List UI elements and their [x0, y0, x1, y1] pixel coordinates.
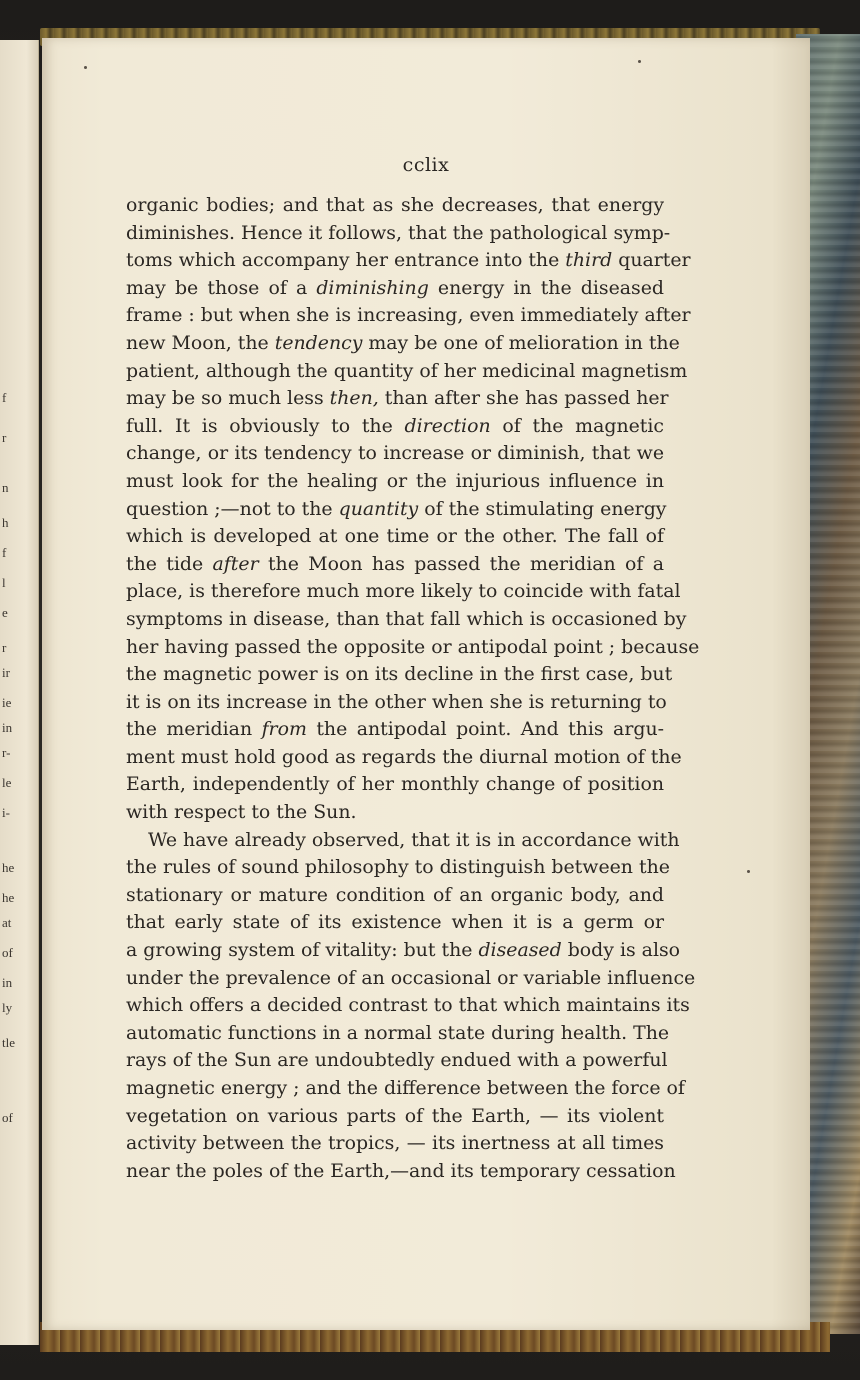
- facing-page-fragment: h: [2, 515, 9, 530]
- text-run: of the stimulating energy: [418, 497, 667, 520]
- facing-page-fragment: tle: [2, 1035, 15, 1050]
- text-line: [126, 744, 682, 772]
- text-line: [126, 1020, 670, 1048]
- text-run: stationary or mature condition of an organic body, and: [126, 883, 664, 906]
- text-run: which is developed at one time or the other. The fall of: [126, 525, 664, 548]
- text-line: [126, 965, 696, 993]
- text-run: organic bodies; and that as she decreases, that energy: [126, 194, 664, 216]
- text-run: Earth, independently of her monthly change of position: [126, 773, 664, 796]
- text-line: [126, 799, 664, 827]
- paragraph: [126, 192, 700, 827]
- text-line: [126, 330, 680, 358]
- page-speck: [84, 66, 87, 69]
- italic-word: after: [212, 552, 259, 575]
- text-run: automatic functions in a normal state during health. The: [126, 1021, 670, 1044]
- text-run: the rules of sound philosophy to distinguish between the: [126, 856, 670, 879]
- text-run: place, is therefore much more likely to coincide with fatal: [126, 580, 681, 603]
- text-run: the tide: [126, 552, 213, 575]
- text-run: a growing system of vitality: but the: [126, 939, 479, 962]
- facing-page-fragment: ir: [2, 665, 10, 680]
- facing-page-fragment: he: [2, 860, 15, 875]
- text-run: may be one of melioration in the: [362, 331, 680, 354]
- text-run: toms which accompany her entrance into the: [126, 249, 566, 272]
- text-line: [126, 578, 681, 606]
- text-run: that early state of its existence when it is a germ or: [126, 911, 664, 934]
- text-run: must look for the healing or the injurious influence in: [126, 469, 664, 492]
- text-run: symptoms in disease, than that fall which is occasioned by: [126, 607, 687, 630]
- text-run: the magnetic power is on its decline in the first case, but: [126, 663, 673, 686]
- text-line: [126, 1158, 676, 1186]
- text-run: activity between the tropics, — its inertness at all times: [126, 1132, 664, 1155]
- page-speck: [747, 870, 750, 873]
- italic-word: quantity: [338, 497, 419, 520]
- text-run: near the poles of the Earth,—and its temporary cessation: [126, 1159, 676, 1182]
- text-run: the Moon has passed the meridian of a: [258, 552, 664, 575]
- text-line: [126, 413, 664, 441]
- text-line: [126, 882, 664, 910]
- text-run: energy in the diseased: [428, 276, 664, 299]
- body-text: [126, 192, 700, 1185]
- text-line: [126, 275, 664, 303]
- italic-word: direction: [404, 414, 491, 437]
- facing-page-fragment: he: [2, 890, 15, 905]
- book-page: [42, 38, 810, 1330]
- text-run: the meridian: [126, 718, 262, 741]
- text-line: [126, 1075, 685, 1103]
- text-line: [126, 468, 664, 496]
- facing-page-fragment: f: [2, 390, 7, 405]
- facing-page-fragment: n: [2, 480, 9, 495]
- text-run: the antipodal point. And this argu-: [306, 718, 664, 741]
- page-speck: [638, 60, 641, 63]
- text-run: magnetic energy ; and the difference between the force of: [126, 1077, 685, 1099]
- text-line: [126, 523, 664, 551]
- facing-page-fragment: f: [2, 545, 7, 560]
- facing-page-fragment: r: [2, 640, 7, 655]
- text-line: [126, 247, 691, 275]
- facing-page-fragment: r-: [2, 745, 11, 760]
- facing-page-fragment: of: [2, 1110, 13, 1125]
- text-run: than after she has passed her: [378, 387, 669, 410]
- text-line: [126, 496, 667, 524]
- facing-page-fragment: ie: [2, 695, 12, 710]
- text-line: [126, 909, 664, 937]
- italic-word: then,: [329, 387, 379, 410]
- text-run: frame : but when she is increasing, even immediately after: [126, 304, 691, 327]
- text-line: [126, 716, 664, 744]
- text-run: with respect to the Sun.: [126, 801, 357, 824]
- facing-page-fragment: at: [2, 915, 12, 930]
- facing-page-fragment: le: [2, 775, 12, 790]
- page-number: cclix: [402, 154, 450, 176]
- text-line: [126, 302, 691, 330]
- text-run: full. It is obviously to the: [126, 414, 405, 437]
- text-run: vegetation on various parts of the Earth, — its violent: [126, 1104, 664, 1127]
- facing-page-fragment: in: [2, 720, 13, 735]
- text-run: change, or its tendency to increase or diminish, that we: [126, 442, 664, 465]
- text-run: rays of the Sun are undoubtedly endued with a powerful: [126, 1049, 668, 1072]
- text-run: of the magnetic: [490, 414, 664, 437]
- facing-page-fragment: l: [2, 575, 6, 590]
- text-line: [126, 220, 671, 248]
- facing-page-edge: [0, 40, 39, 1345]
- text-line: [126, 771, 664, 799]
- italic-word: tendency: [274, 331, 363, 354]
- italic-word: diminishing: [316, 276, 429, 299]
- text-line: [126, 992, 690, 1020]
- text-line: [126, 689, 667, 717]
- italic-word: diseased: [478, 939, 562, 962]
- text-line: [126, 1130, 664, 1158]
- facing-page-fragment: in: [2, 975, 13, 990]
- text-line: [126, 1103, 664, 1131]
- text-run: body is also: [561, 939, 681, 962]
- text-line: [126, 440, 664, 468]
- text-run: may be those of a: [126, 276, 317, 299]
- text-line: [126, 192, 664, 220]
- text-run: quarter: [612, 249, 691, 272]
- text-run: under the prevalence of an occasional or variable influence: [126, 966, 696, 989]
- text-run: it is on its increase in the other when she is returning to: [126, 690, 667, 713]
- text-run: patient, although the quantity of her medicinal magnetism: [126, 359, 688, 382]
- text-run: which offers a decided contrast to that which maintains its: [126, 994, 690, 1017]
- facing-page-fragment: ly: [2, 1000, 13, 1015]
- italic-word: from: [261, 718, 307, 741]
- facing-page-fragment: of: [2, 945, 13, 960]
- text-line: [126, 937, 681, 965]
- paragraph: [126, 827, 696, 1186]
- facing-page-fragment: r: [2, 430, 7, 445]
- text-run: her having passed the opposite or antipodal point ; because: [126, 635, 700, 658]
- text-line: [126, 827, 680, 855]
- text-line: [126, 606, 687, 634]
- text-run: ment must hold good as regards the diurnal motion of the: [126, 745, 682, 768]
- text-line: [126, 661, 673, 689]
- italic-word: third: [565, 249, 613, 272]
- facing-page-fragment: i-: [2, 805, 10, 820]
- text-line: [126, 551, 664, 579]
- text-line: [126, 1047, 668, 1075]
- text-run: diminishes. Hence it follows, that the pathological symp-: [126, 221, 671, 244]
- text-run: We have already observed, that it is in accordance with: [148, 828, 680, 851]
- text-run: new Moon, the: [126, 331, 275, 354]
- text-line: [126, 358, 688, 386]
- facing-page-fragment: e: [2, 605, 8, 620]
- text-run: may be so much less: [126, 387, 330, 410]
- text-line: [126, 854, 670, 882]
- text-line: [126, 634, 700, 662]
- text-line: [126, 385, 669, 413]
- text-run: question ;—not to the: [126, 497, 339, 520]
